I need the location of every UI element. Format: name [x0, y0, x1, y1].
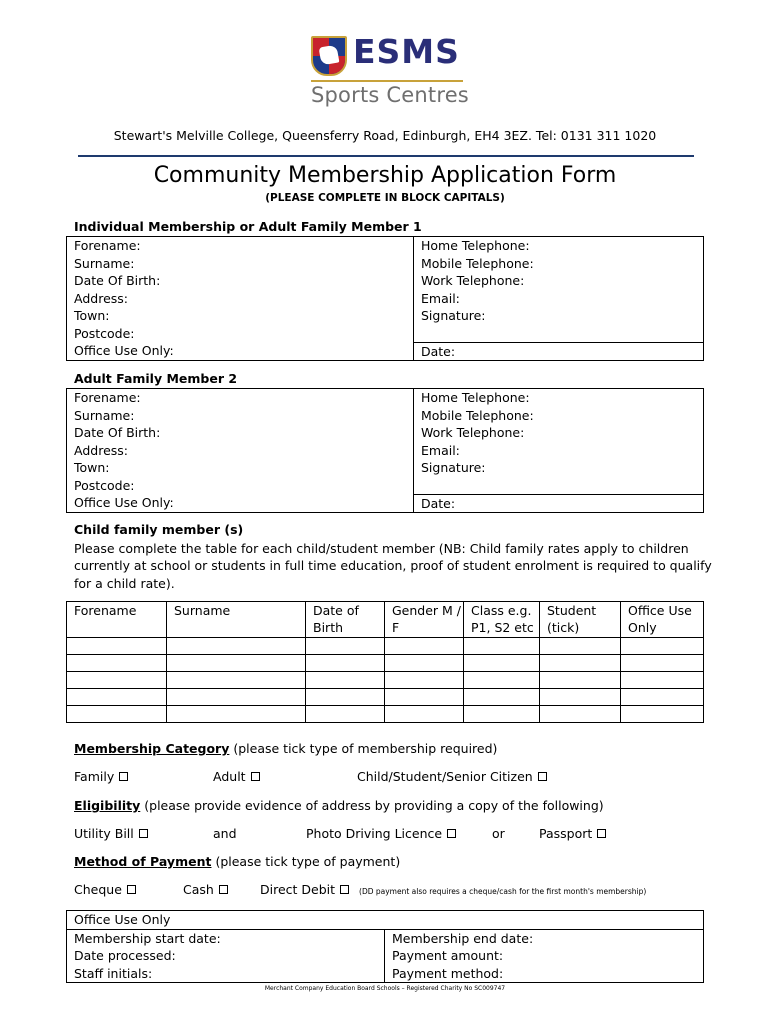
child-cell[interactable]: [67, 655, 167, 672]
member2-forename-field[interactable]: Forename:: [67, 389, 414, 407]
payment-heading: Method of Payment: [74, 854, 212, 869]
eligibility-passport-option[interactable]: [539, 826, 606, 841]
member1-email-field[interactable]: Email:: [414, 290, 704, 308]
member2-email-field[interactable]: Email:: [414, 442, 704, 460]
crest-icon: [311, 36, 347, 76]
checkbox-icon[interactable]: [119, 772, 128, 781]
footer-charity-note: Merchant Company Education Board Schools – Registered Charity No SC009747: [264, 985, 506, 992]
child-col-student: Student (tick): [540, 602, 621, 638]
member2-town-field[interactable]: Town:: [67, 459, 414, 477]
member2-dob-field[interactable]: Date Of Birth:: [67, 424, 414, 442]
child-cell[interactable]: [464, 689, 540, 706]
member2-home-telephone-field[interactable]: Home Telephone:: [414, 389, 704, 407]
checkbox-icon[interactable]: [219, 885, 228, 894]
member1-address-field[interactable]: Address:: [67, 290, 414, 308]
child-cell[interactable]: [306, 655, 385, 672]
child-row: [67, 655, 704, 672]
member2-heading: Adult Family Member 2: [74, 371, 238, 386]
payment-cash-label: Cash: [183, 882, 214, 897]
child-table: [66, 601, 704, 723]
checkbox-icon[interactable]: [340, 885, 349, 894]
member1-mobile-telephone-field[interactable]: Mobile Telephone:: [414, 255, 704, 273]
child-cell: [621, 689, 704, 706]
checkbox-icon[interactable]: [139, 829, 148, 838]
member2-surname-field[interactable]: Surname:: [67, 407, 414, 425]
member1-town-field[interactable]: Town:: [67, 307, 414, 325]
payment-note: (please tick type of payment): [215, 854, 401, 869]
office-date-processed: Date processed:: [67, 947, 385, 965]
category-line: [74, 741, 497, 756]
eligibility-heading: Eligibility: [74, 798, 141, 813]
logo-name: ESMS: [353, 32, 460, 71]
eligibility-utility-option[interactable]: [74, 826, 148, 841]
member2-table: [66, 388, 704, 513]
eligibility-line: [74, 798, 604, 813]
child-cell[interactable]: [540, 706, 621, 723]
child-cell[interactable]: [540, 655, 621, 672]
child-cell[interactable]: [385, 706, 464, 723]
child-cell: [621, 706, 704, 723]
checkbox-icon[interactable]: [597, 829, 606, 838]
esms-logo: [311, 32, 471, 112]
child-cell[interactable]: [167, 706, 306, 723]
child-row: [67, 689, 704, 706]
child-cell[interactable]: [167, 638, 306, 655]
category-note: (please tick type of membership required): [233, 741, 498, 756]
category-heading: Membership Category: [74, 741, 230, 756]
logo-subtitle: Sports Centres: [311, 83, 469, 107]
member1-heading: Individual Membership or Adult Family Member 1: [74, 219, 422, 234]
child-cell[interactable]: [67, 638, 167, 655]
member2-date-field[interactable]: Date:: [414, 494, 704, 513]
child-cell[interactable]: [540, 672, 621, 689]
child-col-surname: Surname: [167, 602, 306, 638]
child-cell[interactable]: [385, 689, 464, 706]
child-cell[interactable]: [167, 655, 306, 672]
eligibility-or: or: [492, 826, 505, 841]
child-col-office: Office Use Only: [621, 602, 704, 638]
member1-forename-field[interactable]: Forename:: [67, 237, 414, 255]
child-cell[interactable]: [385, 672, 464, 689]
category-adult-label: Adult: [213, 769, 246, 784]
child-cell[interactable]: [385, 655, 464, 672]
child-cell[interactable]: [67, 672, 167, 689]
child-cell[interactable]: [306, 706, 385, 723]
member2-office-use-field: Office Use Only:: [67, 494, 414, 513]
payment-cheque-label: Cheque: [74, 882, 122, 897]
category-family-option[interactable]: [74, 769, 128, 784]
category-family-label: Family: [74, 769, 115, 784]
payment-cheque-option[interactable]: [74, 882, 136, 897]
child-cell[interactable]: [306, 672, 385, 689]
member1-table: [66, 236, 704, 361]
office-start-date: Membership start date:: [67, 929, 385, 947]
child-cell[interactable]: [67, 706, 167, 723]
page-title: Community Membership Application Form: [153, 163, 617, 188]
checkbox-icon[interactable]: [251, 772, 260, 781]
payment-line: [74, 854, 400, 869]
child-cell[interactable]: [464, 706, 540, 723]
child-cell[interactable]: [67, 689, 167, 706]
eligibility-licence-label: Photo Driving Licence: [306, 826, 443, 841]
child-col-dob: Date of Birth: [306, 602, 385, 638]
child-cell[interactable]: [464, 638, 540, 655]
eligibility-and: and: [213, 826, 237, 841]
member2-postcode-field[interactable]: Postcode:: [67, 477, 414, 495]
logo-divider: [311, 80, 463, 82]
child-cell[interactable]: [167, 672, 306, 689]
child-cell[interactable]: [306, 689, 385, 706]
category-child-option[interactable]: [357, 769, 547, 784]
child-row: [67, 638, 704, 655]
member1-date-field[interactable]: Date:: [414, 342, 704, 361]
school-address: Stewart's Melville College, Queensferry Road, Edinburgh, EH4 3EZ. Tel: 0131 311 1020: [113, 128, 657, 143]
child-cell: [621, 655, 704, 672]
member1-signature-field[interactable]: Signature:: [414, 307, 704, 342]
child-cell[interactable]: [167, 689, 306, 706]
office-end-date: Membership end date:: [392, 930, 534, 946]
child-row: [67, 672, 704, 689]
member1-office-use-field: Office Use Only:: [67, 342, 414, 361]
child-cell: [621, 672, 704, 689]
checkbox-icon[interactable]: [538, 772, 547, 781]
member2-address-field[interactable]: Address:: [67, 442, 414, 460]
member1-home-telephone-field[interactable]: Home Telephone:: [414, 237, 704, 255]
child-heading: Child family member (s): [74, 522, 244, 537]
member1-surname-field[interactable]: Surname:: [67, 255, 414, 273]
member2-mobile-telephone-field[interactable]: Mobile Telephone:: [414, 407, 704, 425]
office-use-title: Office Use Only: [67, 911, 704, 930]
child-col-forename: Forename: [67, 602, 167, 638]
member1-work-telephone-field[interactable]: Work Telephone:: [414, 272, 704, 290]
child-cell[interactable]: [540, 689, 621, 706]
payment-dd-label: Direct Debit: [260, 882, 336, 897]
member2-work-telephone-field[interactable]: Work Telephone:: [414, 424, 704, 442]
checkbox-icon[interactable]: [127, 885, 136, 894]
member1-postcode-field[interactable]: Postcode:: [67, 325, 414, 343]
eligibility-utility-label: Utility Bill: [74, 826, 134, 841]
eligibility-passport-label: Passport: [539, 826, 593, 841]
eligibility-licence-option[interactable]: [306, 826, 456, 841]
office-staff-initials: Staff initials:: [67, 965, 385, 983]
payment-dd-option[interactable]: [260, 882, 646, 897]
child-cell[interactable]: [464, 655, 540, 672]
office-payment-amount: Payment amount:: [392, 948, 504, 963]
child-cell[interactable]: [540, 638, 621, 655]
category-adult-option[interactable]: [213, 769, 260, 784]
child-row: [67, 706, 704, 723]
eligibility-note: (please provide evidence of address by providing a copy of the following): [144, 798, 604, 813]
child-cell[interactable]: [306, 638, 385, 655]
office-use-table: [66, 910, 704, 983]
child-cell[interactable]: [385, 638, 464, 655]
member1-dob-field[interactable]: Date Of Birth:: [67, 272, 414, 290]
member2-signature-field[interactable]: Signature:: [414, 459, 704, 494]
checkbox-icon[interactable]: [447, 829, 456, 838]
child-cell[interactable]: [464, 672, 540, 689]
payment-cash-option[interactable]: [183, 882, 228, 897]
payment-dd-note: (DD payment also requires a cheque/cash for the first month's membership): [359, 887, 647, 896]
child-instructions: Please complete the table for each child/student member (NB: Child family rates apply to children currently at school or students in full time education, proof of student enrolment is required to qualify for a child rate).: [74, 541, 712, 591]
office-payment-method: Payment method:: [392, 965, 504, 981]
child-col-class: Class e.g. P1, S2 etc: [464, 602, 540, 638]
child-col-gender: Gender M / F: [385, 602, 464, 638]
page-subtitle: (PLEASE COMPLETE IN BLOCK CAPITALS): [265, 192, 505, 204]
header-rule: [78, 155, 694, 157]
child-cell: [621, 638, 704, 655]
category-child-label: Child/Student/Senior Citizen: [357, 769, 533, 784]
